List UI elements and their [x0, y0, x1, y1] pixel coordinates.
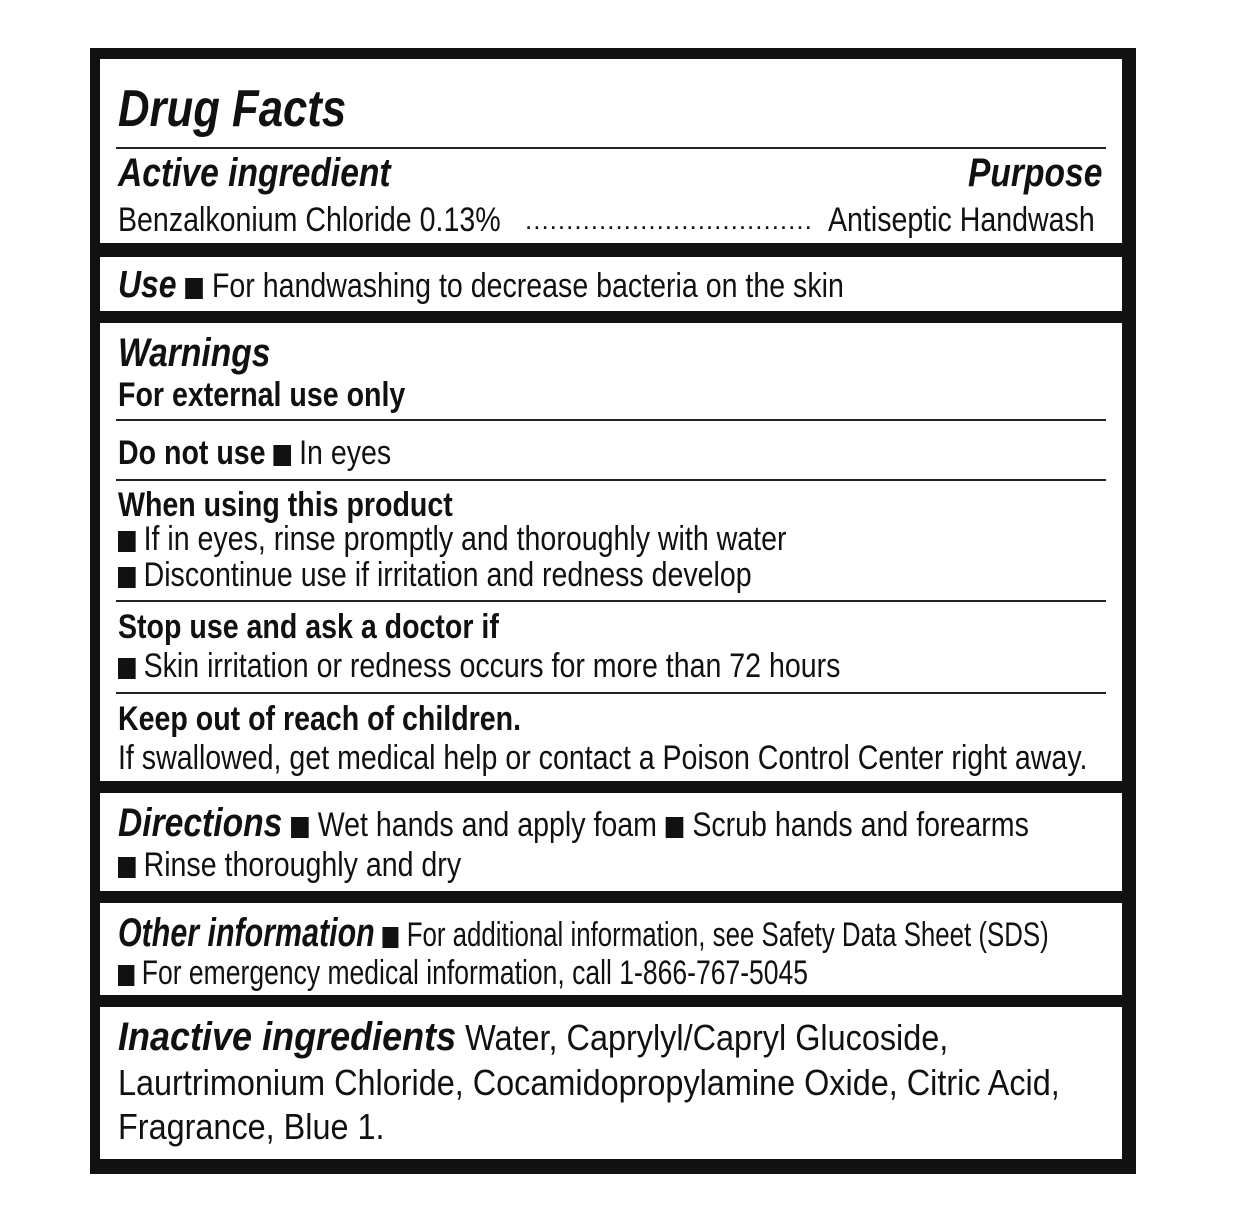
- when-using-item: Discontinue use if irritation and redness develop: [143, 556, 752, 594]
- keep-out-text: If swallowed, get medical help or contact a Poison Control Center right away.: [118, 739, 1088, 777]
- warnings-divider-1: [116, 419, 1106, 421]
- active-ingredient-heading: Active ingredient: [118, 151, 391, 195]
- purpose-text: Antiseptic Handwash: [828, 201, 1095, 239]
- directions-panel: [100, 793, 1122, 891]
- external-use-text: For external use only: [118, 376, 406, 414]
- keep-out-heading: Keep out of reach of children.: [118, 700, 522, 738]
- do-not-use-heading: Do not use: [118, 434, 266, 472]
- other-information-item: For emergency medical information, call 1-866-767-5045: [141, 954, 809, 992]
- direction-item: Wet hands and apply foam: [317, 806, 657, 844]
- drug-facts-title: Drug Facts: [118, 80, 347, 138]
- other-information-heading: Other information: [118, 911, 375, 955]
- bullet-square-icon: [118, 531, 136, 552]
- bullet-square-icon: [291, 817, 309, 838]
- use-panel: [100, 257, 1122, 311]
- bullet-square-icon: [118, 658, 136, 679]
- bullet-square-icon: [274, 445, 292, 466]
- warnings-divider-3: [116, 600, 1106, 602]
- active-ingredient-name: Benzalkonium Chloride 0.13%: [118, 201, 501, 239]
- bullet-square-icon: [118, 965, 134, 986]
- title-divider: [116, 147, 1106, 149]
- use-text: For handwashing to decrease bacteria on the skin: [211, 267, 844, 305]
- inactive-ingredients-line: Laurtrimonium Chloride, Cocamidopropylamine Oxide, Citric Acid,: [118, 1062, 1060, 1103]
- bullet-square-icon: [118, 857, 136, 878]
- other-information-panel: [100, 903, 1122, 995]
- inactive-ingredients-line: Fragrance, Blue 1.: [118, 1106, 385, 1147]
- warnings-divider-4: [116, 692, 1106, 694]
- bullet-square-icon: [383, 927, 399, 948]
- leader-dots: ...................................: [525, 205, 813, 235]
- bullet-square-icon: [185, 278, 203, 299]
- active-ingredient-panel: [100, 59, 1122, 243]
- direction-item: Rinse thoroughly and dry: [143, 846, 462, 884]
- drug-facts-label: [90, 48, 1136, 1174]
- when-using-item: If in eyes, rinse promptly and thoroughly with water: [143, 520, 787, 558]
- direction-item: Scrub hands and forearms: [692, 806, 1029, 844]
- use-heading: Use: [118, 264, 177, 306]
- inactive-ingredients-heading: Inactive ingredients: [118, 1015, 457, 1059]
- warnings-panel: [100, 323, 1122, 781]
- stop-use-heading: Stop use and ask a doctor if: [118, 608, 499, 646]
- do-not-use-text: In eyes: [299, 434, 392, 472]
- bullet-square-icon: [118, 567, 136, 588]
- directions-heading: Directions: [118, 801, 283, 845]
- inactive-ingredients-panel: [100, 1007, 1122, 1159]
- bullet-square-icon: [666, 817, 684, 838]
- inactive-ingredients-line: Water, Caprylyl/Capryl Glucoside,: [465, 1017, 949, 1058]
- warnings-heading: Warnings: [118, 331, 271, 375]
- purpose-heading: Purpose: [968, 151, 1103, 195]
- other-information-item: For additional information, see Safety Data Sheet (SDS): [406, 916, 1049, 954]
- stop-use-item: Skin irritation or redness occurs for more than 72 hours: [143, 647, 841, 685]
- when-using-heading: When using this product: [118, 486, 453, 524]
- warnings-divider-2: [116, 479, 1106, 481]
